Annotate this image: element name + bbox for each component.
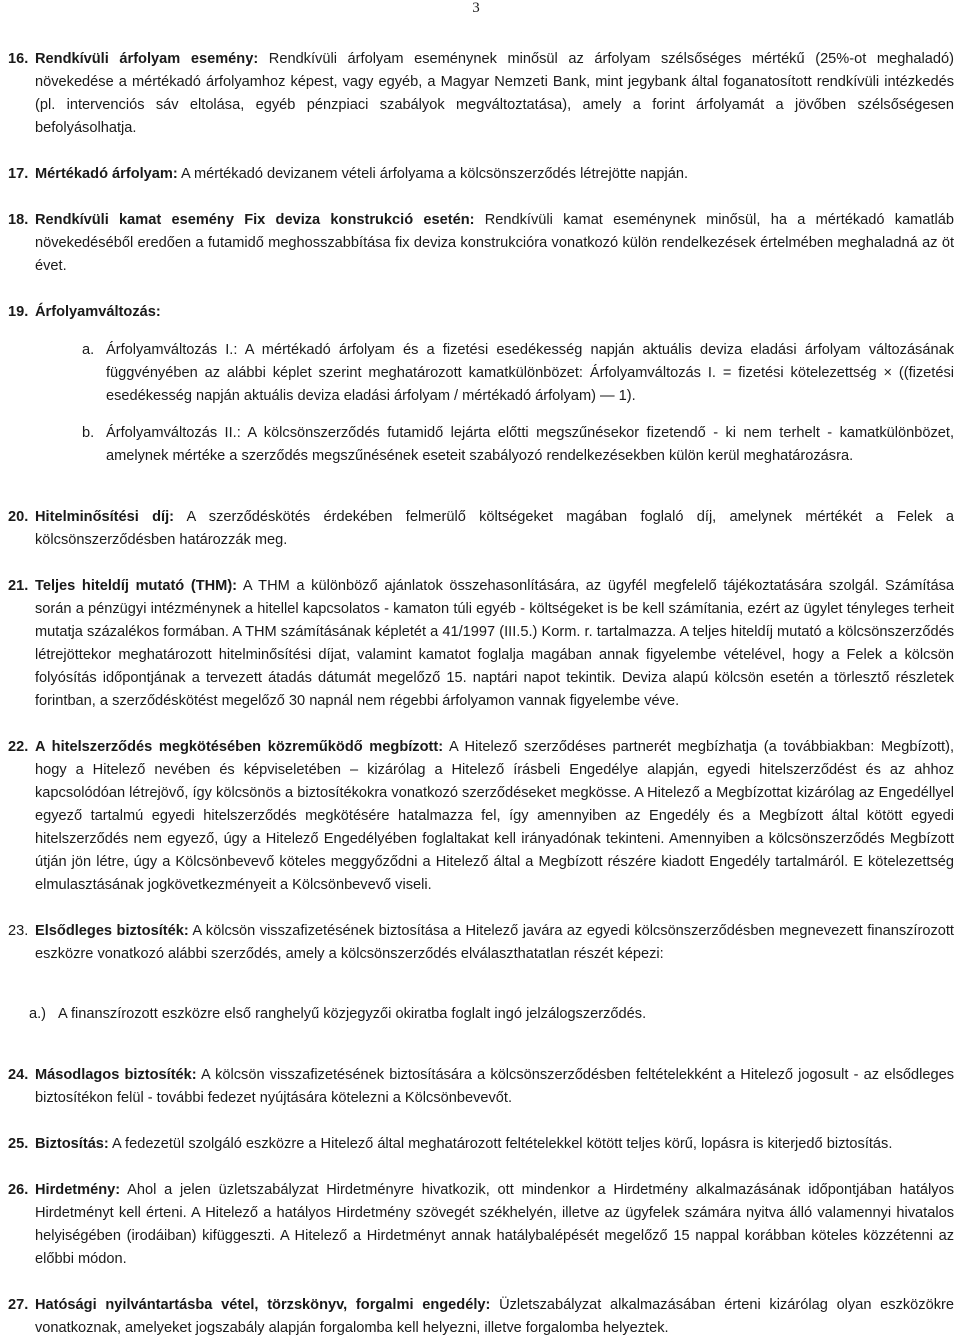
item-number: 24. bbox=[8, 1066, 29, 1083]
item-text: A Hitelező szerződéses partnerét megbízhatja (a továbbiakban: Megbízott), hogy a Hitelező nevében és képviseletében – kizárólag a Hitelező írásbeli Engedélye alapján, egyedi hitelszerződést és az ahhoz kapcsolódóan létrejövő, így kölcsönös a biztosítékokra vonatkozó szerződéseket megkösse. A Hitelező a Megbízottat kizárólag az Engedéllyel egyező tartalmú egyedi hitelszerződés megkötésére hatalmazza fel, így amennyiben az Engedély és a Megbízott által kötött egyedi hitelszerződés nem egyező, úgy a Hitelező Engedélyében foglaltakat kell irányadónak tekinteni. Amennyiben a kölcsönszerződés Megbízott útján jön létre, úgy a Kölcsönbevevő köteles meggyőződni a Hitelező által a Megbízott részére kiadott Engedély tartalmáról. E kötelezettség elmulasztásának jogkövetkezményeit a Kölcsönbevevő viseli. bbox=[35, 738, 954, 893]
item-text: A THM a különböző ajánlatok összehasonlítására, az ügyfél megfelelő tájékoztatására szolgál. Számítása során a pénzügyi intézménynek a hitellel kapcsolatos - kamaton túli egyéb - költségeket is be kell számítania, ezért az ügylet tényleges terheit mutatja százalékos formában. A THM számításának képletét a 41/1997 (III.5.) Korm. r. tartalmazza. A teljes hiteldíj mutató a kölcsönszerződés létrejöttekor meghatározott hitelminősítési díjat, valamint kamatot foglalja magában annak figyelembe vételével, hogy a Felek a kölcsön folyósítás időpontjának a tervezett átadás dátumát megelőző 15. naptári napot tekintik. Deviza alapú kölcsön esetén a törlesztő részletek forintban, a szerződéskötést megelőző 30 napnál nem régebbi árfolyamon vannak figyelembe véve. bbox=[35, 577, 954, 709]
definition-23-a bbox=[8, 1003, 954, 1026]
item-number: 18. bbox=[8, 212, 29, 228]
item-term: Hatósági nyilvántartásba vétel, törzskönyv, forgalmi engedély: bbox=[35, 1296, 491, 1313]
item-term: Rendkívüli árfolyam esemény: bbox=[35, 51, 259, 67]
definition-23 bbox=[8, 920, 954, 966]
item-number: 16. bbox=[8, 51, 29, 67]
item-text: Rendkívüli árfolyam eseménynek minősül az árfolyam szélsőséges mértékű (25%-ot meghaladó) növekedése a mértékadó árfolyamhoz képest, vagy egyéb, a Magyar Nemzeti Bank, mint jegybank által foganatosított rendkívüli intézkedés (pl. intervenciós sáv eltolása, egyéb pénzpiaci szabályok megváltoztatása), amely a forint árfolyamát a jövőben szélsőségesen befolyásolhatja. bbox=[35, 51, 954, 136]
item-number: 22. bbox=[8, 738, 29, 755]
item-number: 26. bbox=[8, 1181, 29, 1198]
item-text: Ahol a jelen üzletszabályzat Hirdetményre hivatkozik, ott mindenkor a Hirdetmény alkalmazásának időpontjában hatályos Hirdetményt kell érteni. A Hitelező a hatályos Hirdetmény szövegét székhelyén, illetve az ügyfelek számára nyitva álló valamennyi hivatalos helyiségében (irodáiban) kifüggeszti. A Hitelező a Hirdetményt annak hatálybalépését megelőző 15 nappal korábban köteles közzétenni az előbbi módon. bbox=[35, 1181, 954, 1267]
sub-letter: a. bbox=[82, 341, 95, 358]
item-number: 17. bbox=[8, 166, 29, 182]
definition-17 bbox=[8, 163, 954, 186]
definition-18 bbox=[8, 209, 954, 278]
item-term: Hirdetmény: bbox=[35, 1181, 121, 1198]
item-number: 23. bbox=[8, 922, 29, 939]
item-number: 25. bbox=[8, 1135, 29, 1152]
item-number: 21. bbox=[8, 577, 29, 594]
item-number: 27. bbox=[8, 1296, 29, 1313]
definition-27 bbox=[8, 1294, 954, 1340]
item-term: Teljes hiteldíj mutató (THM): bbox=[35, 577, 238, 594]
item-text: A szerződéskötés érdekében felmerülő költségeket magában foglaló díj, amelynek mértékét a Felek a kölcsönszerződésben határozzák meg. bbox=[35, 508, 954, 548]
sub-letter: a.) bbox=[29, 1006, 47, 1023]
item-text: A kölcsön visszafizetésének biztosítására a kölcsönszerződésben feltételekként a Hitelező jogosult - az elsődleges biztosítékon felül - további fedezet nyújtására kötelezni a Kölcsönbevevőt. bbox=[35, 1066, 954, 1106]
sub-text: Árfolyamváltozás II.: A kölcsönszerződés futamidő lejárta előtti megszűnésekor fizetendő - ki nem terhelt - kamatkülönbözet, amelynek mértéke a szerződés megszűnésének eseteit szabályozó rendelkezésekben külön kerül meghatározásra. bbox=[106, 425, 954, 465]
sub-text: Árfolyamváltozás I.: A mértékadó árfolyam és a fizetési esedékesség napján aktuális deviza eladási árfolyam változásának függvényében az alábbi képlet szerint meghatározott kamatkülönbözet: Árfolyamváltozás I. = fizetési kötelezettség × ((fizetési esedékesség napján aktuális deviza eladási árfolyam / mértékadó árfolyam) — 1). bbox=[106, 341, 954, 404]
item-term: Biztosítás: bbox=[35, 1135, 109, 1152]
document-body bbox=[8, 48, 954, 1340]
definition-24 bbox=[8, 1064, 954, 1110]
item-text: Üzletszabályzat alkalmazásában érteni kizárólag olyan eszközökre vonatkoznak, amelyeket jogszabály alapján forgalomba kell helyezni, illetve forgalomba helyeztek. bbox=[35, 1296, 954, 1336]
item-term: Árfolyamváltozás: bbox=[35, 304, 161, 320]
sub-text: A finanszírozott eszközre első ranghelyű közjegyzői okiratba foglalt ingó jelzálogszerződés. bbox=[58, 1006, 647, 1023]
definition-20 bbox=[8, 506, 954, 552]
sub-letter: b. bbox=[82, 425, 95, 442]
definition-16 bbox=[8, 48, 954, 140]
item-text: Rendkívüli kamat eseménynek minősül, ha a mértékadó kamatláb növekedéséből eredően a futamidő meghosszabbítása fix deviza konstrukcióra vonatkozó külön rendelkezések értelmében meghaladná az öt évet. bbox=[35, 212, 954, 274]
item-text: A kölcsön visszafizetésének biztosítása a Hitelező javára az egyedi kölcsönszerződésben megnevezett finanszírozott eszközre vonatkozó alábbi szerződés, amely a kölcsönszerződés elválaszthatatlan részét képezi: bbox=[35, 922, 954, 962]
item-term: A hitelszerződés megkötésében közreműködő megbízott: bbox=[35, 738, 444, 755]
page-number: 3 bbox=[472, 0, 480, 16]
definition-22 bbox=[8, 736, 954, 897]
item-text: A fedezetül szolgáló eszközre a Hitelező által meghatározott feltételekkel kötött teljes körű, lopásra is kiterjedő biztosítás. bbox=[108, 1135, 893, 1152]
definition-19-b bbox=[8, 422, 954, 468]
item-term: Másodlagos biztosíték: bbox=[35, 1066, 197, 1083]
item-text: A mértékadó devizanem vételi árfolyama a kölcsönszerződés létrejötte napján. bbox=[177, 166, 688, 182]
item-number: 20. bbox=[8, 508, 29, 525]
definition-19-a bbox=[8, 339, 954, 408]
definition-26 bbox=[8, 1179, 954, 1271]
item-number: 19. bbox=[8, 304, 29, 320]
item-term: Hitelminősítési díj: bbox=[35, 508, 175, 525]
item-term: Mértékadó árfolyam: bbox=[35, 166, 178, 182]
item-term: Rendkívüli kamat esemény Fix deviza konstrukció esetén: bbox=[35, 212, 475, 228]
definition-19 bbox=[8, 301, 954, 324]
item-term: Elsődleges biztosíték: bbox=[35, 922, 189, 939]
definition-25 bbox=[8, 1133, 954, 1156]
definition-21 bbox=[8, 575, 954, 713]
